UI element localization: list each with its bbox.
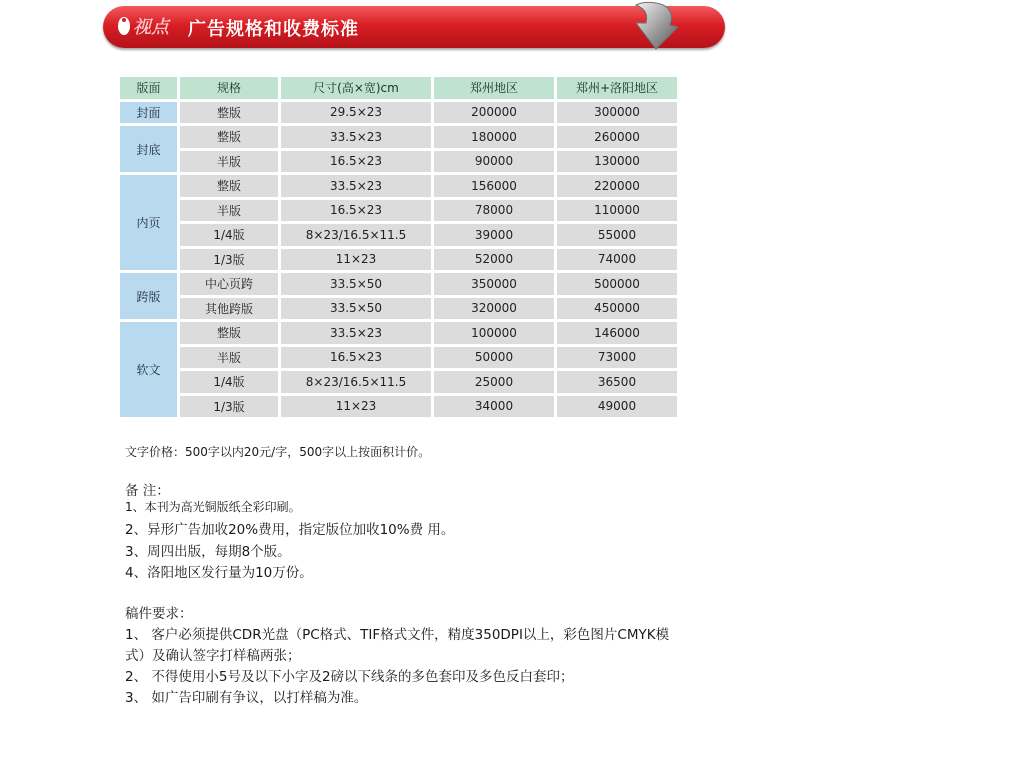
zhengzhou-price-cell: 52000 xyxy=(434,249,554,271)
size-cell: 16.5×23 xyxy=(281,200,431,222)
requirements-title: 稿件要求： xyxy=(125,606,193,622)
spec-cell: 整版 xyxy=(180,322,278,344)
zhengzhou-luoyang-price-cell: 220000 xyxy=(557,175,677,197)
spec-cell: 整版 xyxy=(180,175,278,197)
brand-logo-icon xyxy=(115,12,177,40)
size-cell: 33.5×23 xyxy=(281,126,431,148)
zhengzhou-luoyang-price-cell: 130000 xyxy=(557,151,677,173)
zhengzhou-price-cell: 350000 xyxy=(434,273,554,295)
spec-cell: 整版 xyxy=(180,102,278,124)
zhengzhou-price-cell: 78000 xyxy=(434,200,554,222)
zhengzhou-price-cell: 34000 xyxy=(434,396,554,418)
table-row xyxy=(120,298,677,320)
spec-cell: 半版 xyxy=(180,200,278,222)
size-cell: 33.5×50 xyxy=(281,273,431,295)
zhengzhou-price-cell: 180000 xyxy=(434,126,554,148)
requirement-item: 3、 如广告印刷有争议，以打样稿为准。 xyxy=(125,690,368,706)
table-row xyxy=(120,347,677,369)
logo-text: 视点 xyxy=(133,17,169,38)
size-cell: 29.5×23 xyxy=(281,102,431,124)
remark-item: 3、周四出版，每期8个版。 xyxy=(125,544,291,560)
size-cell: 33.5×23 xyxy=(281,322,431,344)
rate-table xyxy=(117,74,680,420)
size-cell: 8×23/16.5×11.5 xyxy=(281,371,431,393)
spec-cell: 中心页跨 xyxy=(180,273,278,295)
spec-cell: 其他跨版 xyxy=(180,298,278,320)
table-row xyxy=(120,151,677,173)
column-header-spec: 规格 xyxy=(180,77,278,99)
size-cell: 11×23 xyxy=(281,396,431,418)
remark-item: 2、异形广告加收20%费用，指定版位加收10%费 用。 xyxy=(125,522,455,538)
spec-cell: 半版 xyxy=(180,347,278,369)
column-header-zhengzhou-luoyang: 郑州+洛阳地区 xyxy=(557,77,677,99)
table-row xyxy=(120,200,677,222)
zhengzhou-luoyang-price-cell: 500000 xyxy=(557,273,677,295)
zhengzhou-price-cell: 39000 xyxy=(434,224,554,246)
zhengzhou-luoyang-price-cell: 110000 xyxy=(557,200,677,222)
table-row xyxy=(120,249,677,271)
requirement-item: 1、 客户必须提供CDR光盘（PC格式、TIF格式文件，精度350DPI以上，彩色图片CMYK模 xyxy=(125,627,670,643)
remark-item: 4、洛阳地区发行量为10万份。 xyxy=(125,565,313,581)
table-body xyxy=(120,102,677,418)
zhengzhou-price-cell: 25000 xyxy=(434,371,554,393)
zhengzhou-luoyang-price-cell: 73000 xyxy=(557,347,677,369)
zhengzhou-luoyang-price-cell: 74000 xyxy=(557,249,677,271)
column-header-section: 版面 xyxy=(120,77,177,99)
table-row xyxy=(120,224,677,246)
zhengzhou-price-cell: 156000 xyxy=(434,175,554,197)
requirement-item: 2、 不得使用小5号及以下小字及2磅以下线条的多色套印及多色反白套印； xyxy=(125,669,574,685)
category-cell: 跨版 xyxy=(120,273,177,319)
size-cell: 33.5×23 xyxy=(281,175,431,197)
table-row xyxy=(120,273,677,295)
table-header-row xyxy=(120,77,677,99)
table-row xyxy=(120,322,677,344)
size-cell: 8×23/16.5×11.5 xyxy=(281,224,431,246)
size-cell: 11×23 xyxy=(281,249,431,271)
spec-cell: 1/3版 xyxy=(180,249,278,271)
remark-item: 1、本刊为高光铜版纸全彩印刷。 xyxy=(125,500,301,514)
spec-cell: 1/4版 xyxy=(180,371,278,393)
spec-cell: 整版 xyxy=(180,126,278,148)
zhengzhou-price-cell: 320000 xyxy=(434,298,554,320)
category-cell: 内页 xyxy=(120,175,177,270)
zhengzhou-luoyang-price-cell: 450000 xyxy=(557,298,677,320)
table-row xyxy=(120,371,677,393)
zhengzhou-price-cell: 200000 xyxy=(434,102,554,124)
zhengzhou-price-cell: 90000 xyxy=(434,151,554,173)
zhengzhou-price-cell: 100000 xyxy=(434,322,554,344)
remarks-title: 备 注： xyxy=(125,483,170,499)
table-row xyxy=(120,175,677,197)
spec-cell: 半版 xyxy=(180,151,278,173)
table-row xyxy=(120,396,677,418)
page-title: 广告规格和收费标准 xyxy=(188,19,359,40)
category-cell: 封底 xyxy=(120,126,177,172)
zhengzhou-luoyang-price-cell: 55000 xyxy=(557,224,677,246)
category-cell: 软文 xyxy=(120,322,177,417)
table-row xyxy=(120,126,677,148)
size-cell: 33.5×50 xyxy=(281,298,431,320)
zhengzhou-price-cell: 50000 xyxy=(434,347,554,369)
zhengzhou-luoyang-price-cell: 260000 xyxy=(557,126,677,148)
spec-cell: 1/4版 xyxy=(180,224,278,246)
zhengzhou-luoyang-price-cell: 36500 xyxy=(557,371,677,393)
price-note: 文字价格：500字以内20元/字，500字以上按面积计价。 xyxy=(125,445,431,459)
down-arrow-icon xyxy=(626,1,680,51)
zhengzhou-luoyang-price-cell: 146000 xyxy=(557,322,677,344)
zhengzhou-luoyang-price-cell: 300000 xyxy=(557,102,677,124)
size-cell: 16.5×23 xyxy=(281,347,431,369)
category-cell: 封面 xyxy=(120,102,177,124)
spec-cell: 1/3版 xyxy=(180,396,278,418)
zhengzhou-luoyang-price-cell: 49000 xyxy=(557,396,677,418)
size-cell: 16.5×23 xyxy=(281,151,431,173)
column-header-size: 尺寸(高×宽)cm xyxy=(281,77,431,99)
table-row xyxy=(120,102,677,124)
column-header-zhengzhou: 郑州地区 xyxy=(434,77,554,99)
requirement-item: 式）及确认签字打样稿两张； xyxy=(125,648,301,664)
